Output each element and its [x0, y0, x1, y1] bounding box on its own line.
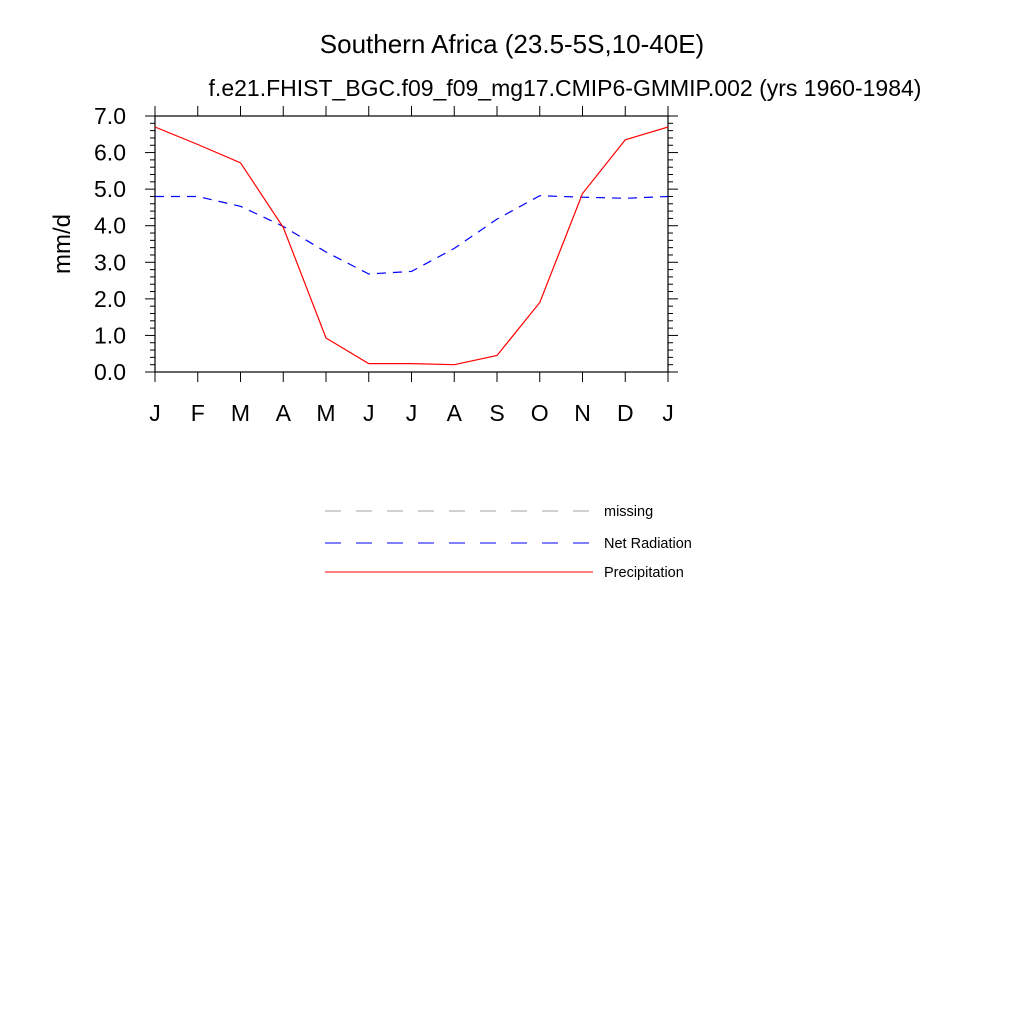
- x-tick-label: J: [363, 400, 375, 426]
- series-lines: [155, 127, 668, 365]
- x-tick-label: N: [574, 400, 591, 426]
- y-tick-label: 0.0: [94, 359, 126, 385]
- y-tick-label: 3.0: [94, 249, 126, 276]
- legend-label: missing: [604, 504, 654, 520]
- y-tick-label: 1.0: [94, 322, 126, 349]
- axes: [94, 103, 678, 426]
- x-tick-label: M: [316, 400, 336, 426]
- legend-label: Net Radiation: [604, 536, 692, 552]
- y-tick-label: 7.0: [94, 103, 126, 129]
- series-line-net-radiation: [155, 196, 668, 274]
- chart-title: Southern Africa (23.5-5S,10-40E): [319, 29, 705, 59]
- x-tick-label: M: [230, 400, 251, 426]
- y-tick-label: 5.0: [94, 176, 126, 203]
- x-tick-label: J: [149, 400, 161, 426]
- x-tick-label: D: [616, 400, 634, 426]
- y-tick-label: 4.0: [94, 212, 126, 239]
- x-tick-label: O: [530, 400, 549, 426]
- y-axis-label: mm/d: [49, 214, 76, 274]
- series-line-precipitation: [155, 127, 668, 365]
- chart-subtitle: f.e21.FHIST_BGC.f09_f09_mg17.CMIP6-GMMIP.002 (yrs 1960-1984): [208, 75, 922, 101]
- y-tick-label: 6.0: [94, 139, 126, 166]
- x-tick-label: F: [190, 400, 205, 426]
- plot-frame: [155, 116, 668, 372]
- x-tick-label: J: [405, 400, 418, 426]
- x-tick-label: A: [275, 400, 291, 426]
- legend: [325, 504, 692, 581]
- y-tick-label: 2.0: [94, 285, 126, 312]
- x-tick-label: A: [446, 400, 462, 426]
- x-tick-label: J: [662, 400, 674, 426]
- x-tick-label: S: [489, 400, 505, 426]
- legend-label: Precipitation: [604, 565, 684, 581]
